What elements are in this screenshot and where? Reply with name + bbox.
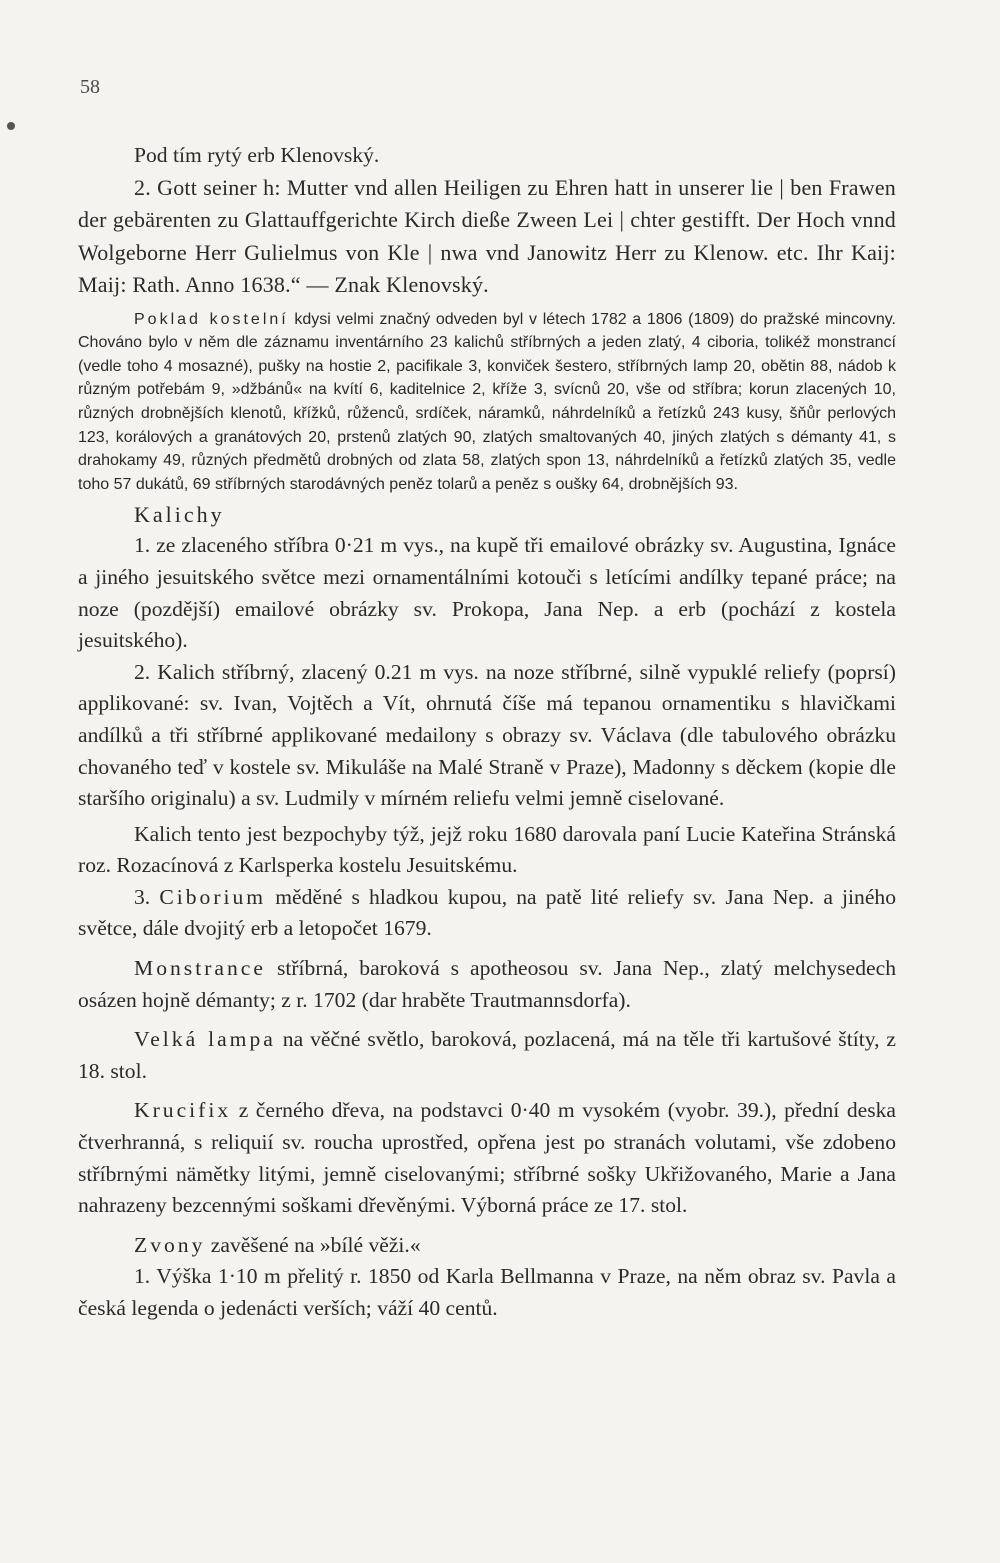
margin-dot (7, 122, 15, 130)
zvony-text: zavěšené na »bílé věži.« (205, 1232, 421, 1257)
paragraph-zvon-1: 1. Výška 1·10 m přelitý r. 1850 od Karla Bellmanna v Praze, na něm obraz sv. Pavla a česká legenda o jedenácti verších; váží 40 centů. (78, 1264, 896, 1320)
ciborium-label: Ciborium (159, 884, 267, 909)
ciborium-number: 3. (134, 884, 160, 909)
poklad-text: kdysi velmi značný odveden byl v létech 1782 a 1806 (1809) do pražské mincovny. Chováno bylo v něm dle záznamu inventárního 23 kalichů stříbrných a jeden zlatý, 4 ciboria, tolikéž monstrancí (vedle toho 4 mosazné), pušky na hostie 2, pacifikale 3, konviček šestero, stříbrných lamp 20, obětin 88, nádob k různým potřebám 9, »džbánů« na kvítí 6, kaditelnice 2, kříže 3, svícnů 20, vše od stříbra; korun zlacených 10, různých drobnějších klenotů, křížků, růženců, srdíček, náramků, náhrdelníků a řetízků 243 kusy, šňůr perlových 123, korálových a granátových 20, prstenů zlatých 90, zlatých smaltovaných 40, jiných zlatých s démanty 41, s drahokamy 49, různých předmětů drobných od zlata 58, zlatých spon 13, náhrdelníků a řetízků zlatých 35, vedle toho 57 dukátů, 69 stříbrných starodávných peněz tolarů a peněz s oušky 64, drobnějších 93. (78, 310, 897, 493)
paragraph-zvony (78, 1230, 896, 1262)
lampa-label: Velká lampa (134, 1027, 276, 1052)
page-number: 58 (80, 76, 100, 98)
krucifix-text: z černého dřeva, na podstavci 0·40 m vysokém (vyobr. 39.), přední deska čtverhranná, s reliquií sv. roucha uprostřed, opřena jest po stranách volutami, vše zdobeno stříbrnými nämětky litými, jemně ciselovanými; stříbrné sošky Ukřižovaného, Marie a Jana nahrazeny bezcennými soškami dřevěnými. Výborná práce ze 17. stol. (78, 1098, 896, 1218)
zvony-label: Zvony (134, 1232, 206, 1257)
page-body (78, 140, 896, 1325)
heading-kalichy: Kalichy (134, 502, 225, 528)
monstrance-text: stříbrná, baroková s apotheosou sv. Jana Nep., zlatý melchysedech osázen hojně démanty; z r. 1702 (dar hraběte Trautmannsdorfa). (78, 956, 896, 1012)
paragraph-kalich-1: 1. ze zlaceného stříbra 0·21 m vys., na kupě tři emailové obrázky sv. Augustina, Ignáce a jiného jesuitského světce mezi ornamentálními kotouči s letícími andílky tepané práce; na noze (pozdější) emailové obrázky sv. Prokopa, Jana Nep. a erb (pochází z kostela jesuitského). (78, 533, 896, 653)
paragraph-lampa (78, 1024, 896, 1087)
paragraph-ciborium (78, 882, 896, 945)
paragraph-kalich-note: Kalich tento jest bezpochyby týž, jejž roku 1680 darovala paní Lucie Kateřina Stránská roz. Rozacínová z Karlsperka kostelu Jesuitskému. (78, 821, 896, 878)
paragraph-poklad (78, 308, 896, 497)
paragraph-monstrance (78, 953, 896, 1016)
paragraph-kalich-2: 2. Kalich stříbrný, zlacený 0.21 m vys. na noze stříbrné, silně vypuklé reliefy (poprsí) applikované: sv. Ivan, Vojtěch a Vít, ohrnutá číše má tepanou ornamentiku s hlavičkami andílků a tři stříbrné applikované medailony s obrazy sv. Václava (dle tabulového obrázku chovaného teď v kostele sv. Mikuláše na Malé Straně v Praze), Madonny s děckem (kopie dle staršího originalu) a sv. Ludmily v mírném reliefu velmi jemně ciselované. (78, 659, 896, 811)
poklad-label: Poklad kostelní (134, 310, 289, 328)
paragraph-fraktur-inscription: 2. Gott seiner h: Mutter vnd allen Heiligen zu Ehren hatt in unserer lie | ben Frawen der gebärenten zu Glattauffgerichte Kirch dieße Zween Lei | chter gestifft. Der Hoch vnnd Wolgeborne Herr Gulielmus von Kle | nwa vnd Janowitz Herr zu Klenow. etc. Ihr Kaij: Maij: Rath. Anno 1638.“ — Znak Klenovský. (78, 174, 896, 298)
ciborium-text: měděné s hladkou kupou, na patě lité reliefy sv. Jana Nep. a jiného světce, dále dvojitý erb a letopočet 1679. (78, 884, 897, 941)
paragraph-erb: Pod tím rytý erb Klenovský. (134, 143, 380, 167)
monstrance-label: Monstrance (134, 956, 266, 981)
paragraph-krucifix (78, 1095, 896, 1221)
krucifix-label: Krucifix (134, 1098, 232, 1123)
lampa-text: na věčné světlo, baroková, pozlacená, má na těle tři kartušové štíty, z 18. stol. (78, 1027, 896, 1083)
